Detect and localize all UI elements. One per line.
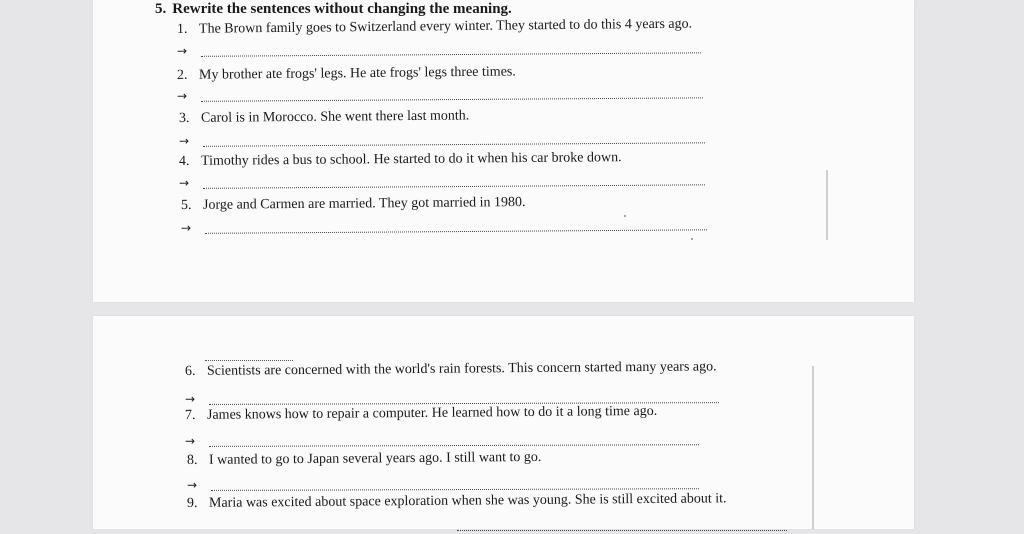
answer-dotted-line: [201, 52, 701, 56]
question-text: Timothy rides a bus to school. He started to do it when his car broke down.: [200, 150, 622, 169]
answer-line[interactable]: [177, 42, 707, 60]
worksheet-page-bottom: [93, 316, 914, 529]
answer-line[interactable]: [187, 520, 727, 534]
question-number: 8.: [186, 452, 198, 468]
answer-line[interactable]: [179, 132, 709, 150]
question-number: 7.: [184, 407, 196, 423]
answer-dotted-line: [211, 488, 699, 491]
exercise-number: 5.: [155, 1, 167, 17]
answer-dotted-line: [205, 229, 707, 234]
answer-dotted-line: [203, 184, 705, 189]
previous-answer-dotted-line: [205, 360, 293, 361]
speck: [624, 215, 626, 217]
answer-line[interactable]: [185, 434, 725, 450]
question-text: Maria was excited about space exploration when she was young. She is still excited about it.: [208, 491, 727, 511]
question-number: 4.: [178, 153, 190, 169]
question-number: 5.: [180, 197, 192, 213]
answer-line[interactable]: [181, 219, 711, 237]
arrow-icon: →: [176, 88, 188, 103]
answer-line[interactable]: [177, 87, 707, 105]
question-item: [185, 404, 657, 424]
arrow-icon: →: [186, 477, 198, 492]
arrow-icon: →: [178, 133, 190, 148]
answer-dotted-line: [209, 444, 699, 447]
arrow-icon: →: [184, 391, 196, 406]
question-text: Jorge and Carmen are married. They got married in 1980.: [202, 194, 526, 213]
question-item: [187, 491, 727, 512]
question-text: Carol is in Morocco. She went there last month.: [200, 108, 470, 126]
page-margin-line: [812, 366, 814, 529]
question-item: [179, 150, 622, 170]
exercise-heading: [155, 1, 512, 18]
question-number: 1.: [176, 21, 188, 37]
answer-dotted-line: [203, 142, 705, 147]
arrow-icon: →: [178, 175, 190, 190]
question-item: [185, 359, 717, 380]
question-text: Scientists are concerned with the world's rain forests. This concern started many years ago.: [206, 359, 717, 379]
answer-line[interactable]: [179, 174, 709, 192]
question-number: 3.: [178, 110, 190, 126]
question-number: 2.: [176, 67, 188, 83]
question-item: [179, 108, 469, 127]
exercise-instruction: Rewrite the sentences without changing the meaning.: [172, 1, 512, 17]
question-item: [181, 195, 526, 214]
question-text: The Brown family goes to Switzerland every winter. They started to do this 4 years ago.: [198, 16, 693, 37]
answer-dotted-line: [457, 530, 787, 531]
arrow-icon: →: [180, 220, 192, 235]
arrow-icon: →: [176, 43, 188, 58]
speck: [691, 238, 693, 240]
question-text: I wanted to go to Japan several years ago. I still want to go.: [208, 449, 542, 468]
question-item: [177, 17, 692, 38]
question-text: James knows how to repair a computer. He learned how to do it a long time ago.: [206, 403, 658, 423]
question-text: My brother ate frogs' legs. He ate frogs' legs three times.: [198, 64, 516, 83]
answer-dotted-line: [201, 97, 703, 102]
question-number: 6.: [184, 363, 196, 379]
question-number: 9.: [186, 495, 198, 511]
page-margin-line: [826, 170, 828, 240]
question-item: [187, 450, 542, 469]
arrow-icon: →: [184, 433, 196, 448]
worksheet-page-top: [93, 0, 914, 302]
question-item: [177, 64, 516, 84]
